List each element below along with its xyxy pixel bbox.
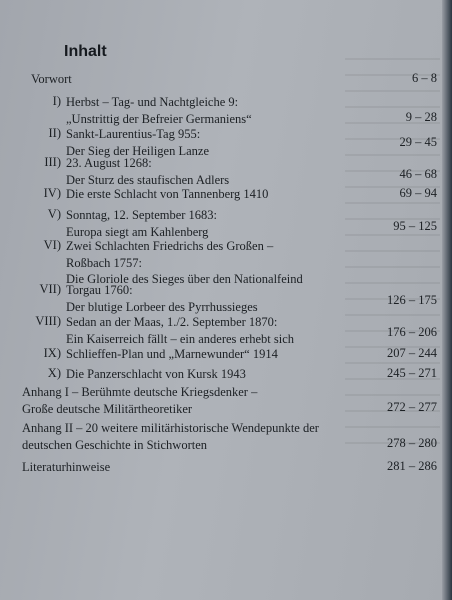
chapter-number: VI) [43,238,61,252]
entry-title-line: Torgau 1760: [66,283,133,297]
entry-title-line: Der Sturz des staufischen Adlers [66,172,230,187]
page-range: 69 – 94 [399,186,437,200]
page-range: 95 – 125 [393,219,437,233]
entry-title-line: „Unstrittig der Befreier Germaniens“ [66,111,252,126]
entry-title [66,186,268,203]
entry-title [66,155,229,188]
entry-title-line: Sonntag, 12. September 1683: [66,208,218,222]
entry-title [31,71,72,88]
page-title: Inhalt [64,43,107,60]
entry-title-line: Sedan an der Maas, 1./2. September 1870: [66,315,278,329]
entry-title [66,346,278,363]
entry-title-line: Schlieffen-Plan und „Marnewunder“ 1914 [66,347,278,361]
entry-title-line: Große deutsche Militärtheoretiker [22,401,193,416]
entry-title-line: Anhang II – 20 weitere militärhistorische Wendepunkte der [22,421,319,435]
entry-title-line: 23. August 1268: [66,156,152,170]
entry-title-line: deutschen Geschichte in Stichworten [22,437,208,452]
entry-title-line: Zwei Schlachten Friedrichs des Großen – [66,239,274,253]
entry-title-line: Die Panzerschlacht von Kursk 1943 [66,367,246,381]
entry-title [66,314,294,347]
entry-title-line: Sankt-Laurentius-Tag 955: [66,127,201,141]
entry-title-line: Roßbach 1757: [66,255,143,270]
entry-title [66,94,252,127]
entry-title [66,366,246,383]
chapter-number: III) [44,155,61,169]
page-range: 245 – 271 [387,366,437,380]
entry-title-line: Die Gloriole des Sieges über den Nationalfeind [66,272,303,286]
entry-title [66,238,303,288]
entry-title-line: Anhang I – Berühmte deutsche Kriegsdenker – [22,385,258,399]
entry-title [66,207,217,240]
chapter-number: IV) [43,186,61,200]
entry-title [22,459,110,476]
page-range: 9 – 28 [405,110,437,124]
page-range: 207 – 244 [387,346,437,360]
page-range: 281 – 286 [387,459,437,473]
entry-title [66,282,258,315]
entry-title-line: Vorwort [31,72,72,86]
page-range: 46 – 68 [399,167,437,181]
chapter-number: I) [52,94,61,108]
entry-title-line: Die erste Schlacht von Tannenberg 1410 [66,187,269,201]
entry-title [22,420,319,453]
page-range: 29 – 45 [399,135,437,149]
entry-title-line: Der blutige Lorbeer des Pyrrhussieges [66,299,258,314]
entry-title [22,384,257,417]
chapter-number: VIII) [35,314,61,328]
chapter-number: X) [47,366,61,380]
page-edge [442,0,452,600]
entry-title-line: Herbst – Tag- und Nachtgleiche 9: [66,95,239,109]
entry-title-line: Der Sieg der Heiligen Lanze [66,143,209,158]
page-range: 176 – 206 [387,325,437,339]
page-range: 278 – 280 [387,436,437,450]
chapter-number: IX) [43,346,61,360]
page-range: 6 – 8 [412,71,437,85]
entry-title-line: Europa siegt am Kahlenberg [66,224,209,239]
entry-title-line: Ein Kaiserreich fällt – ein anderes erhebt sich [66,331,295,346]
chapter-number: II) [48,126,61,140]
chapter-number: VII) [39,282,61,296]
page-range: 272 – 277 [387,400,437,414]
chapter-number: V) [47,207,61,221]
page-range: 126 – 175 [387,293,437,307]
entry-title-line: Literaturhinweise [22,460,111,474]
